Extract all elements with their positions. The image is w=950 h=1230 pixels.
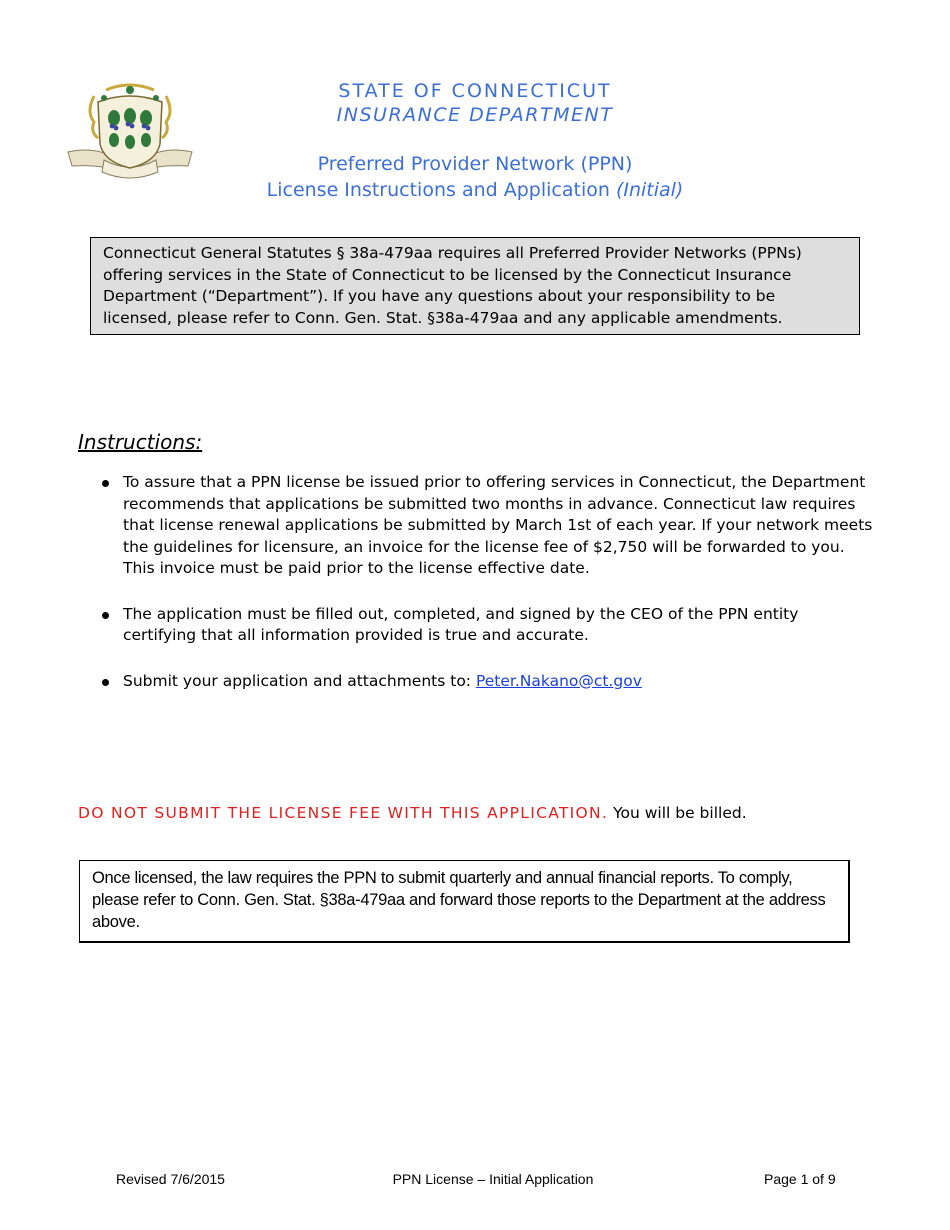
instructions-list xyxy=(100,472,876,716)
document-title-line2-text: License Instructions and Application xyxy=(266,179,610,201)
statute-notice-box xyxy=(90,237,860,335)
footer-page-number: Page 1 of 9 xyxy=(764,1171,836,1187)
department-name: INSURANCE DEPARTMENT xyxy=(336,104,614,126)
document-title-qualifier: (Initial) xyxy=(615,179,684,201)
instruction-text: Submit your application and attachments to: xyxy=(123,671,472,690)
reports-notice-text: Once licensed, the law requires the PPN to submit quarterly and annual financial reports. To comply, please refer to Conn. Gen. Stat. §38a-479aa and forward those reports to the Department at the address above. xyxy=(92,869,826,931)
document-title-line2 xyxy=(0,179,950,201)
instruction-text: The application must be filled out, completed, and signed by the CEO of the PPN entity certifying that all information provided is true and accurate. xyxy=(123,604,799,644)
reports-notice-box xyxy=(79,860,850,943)
bullet-icon xyxy=(102,679,109,686)
state-name: STATE OF CONNECTICUT xyxy=(338,80,612,102)
fee-warning-text: You will be billed. xyxy=(613,804,747,822)
submission-email-link[interactable]: Peter.Nakano@ct.gov xyxy=(475,671,642,690)
instructions-heading: Instructions: xyxy=(78,430,203,454)
instruction-text: To assure that a PPN license be issued prior to offering services in Connecticut, the Department recommends that applications be submitted two months in advance. Connecticut law requires that license renewal applications be submitted by March 1st of each year. If your network meets the guidelines for licensure, an invoice for the license fee of $2,750 will be forwarded to you. This invoice must be paid prior to the license effective date. xyxy=(123,473,873,577)
fee-warning xyxy=(78,804,747,822)
document-title-line1: Preferred Provider Network (PPN) xyxy=(317,153,633,175)
instruction-item xyxy=(100,604,876,647)
bullet-icon xyxy=(102,612,109,619)
footer-revised-date: Revised 7/6/2015 xyxy=(116,1171,225,1187)
fee-warning-red-text: DO NOT SUBMIT THE LICENSE FEE WITH THIS APPLICATION. xyxy=(78,804,609,822)
statute-notice-text: Connecticut General Statutes § 38a-479aa requires all Preferred Provider Networks (PPNs) offering services in the State of Connecticut to be licensed by the Connecticut Insurance Department (“Department”). If you have any questions about your responsibility to be licensed, please refer to Conn. Gen. Stat. §38a-479aa and any applicable amendments. xyxy=(103,244,802,327)
footer-document-title: PPN License – Initial Application xyxy=(392,1171,594,1187)
bullet-icon xyxy=(102,480,109,487)
instruction-item xyxy=(100,671,876,693)
instruction-item xyxy=(100,472,876,580)
